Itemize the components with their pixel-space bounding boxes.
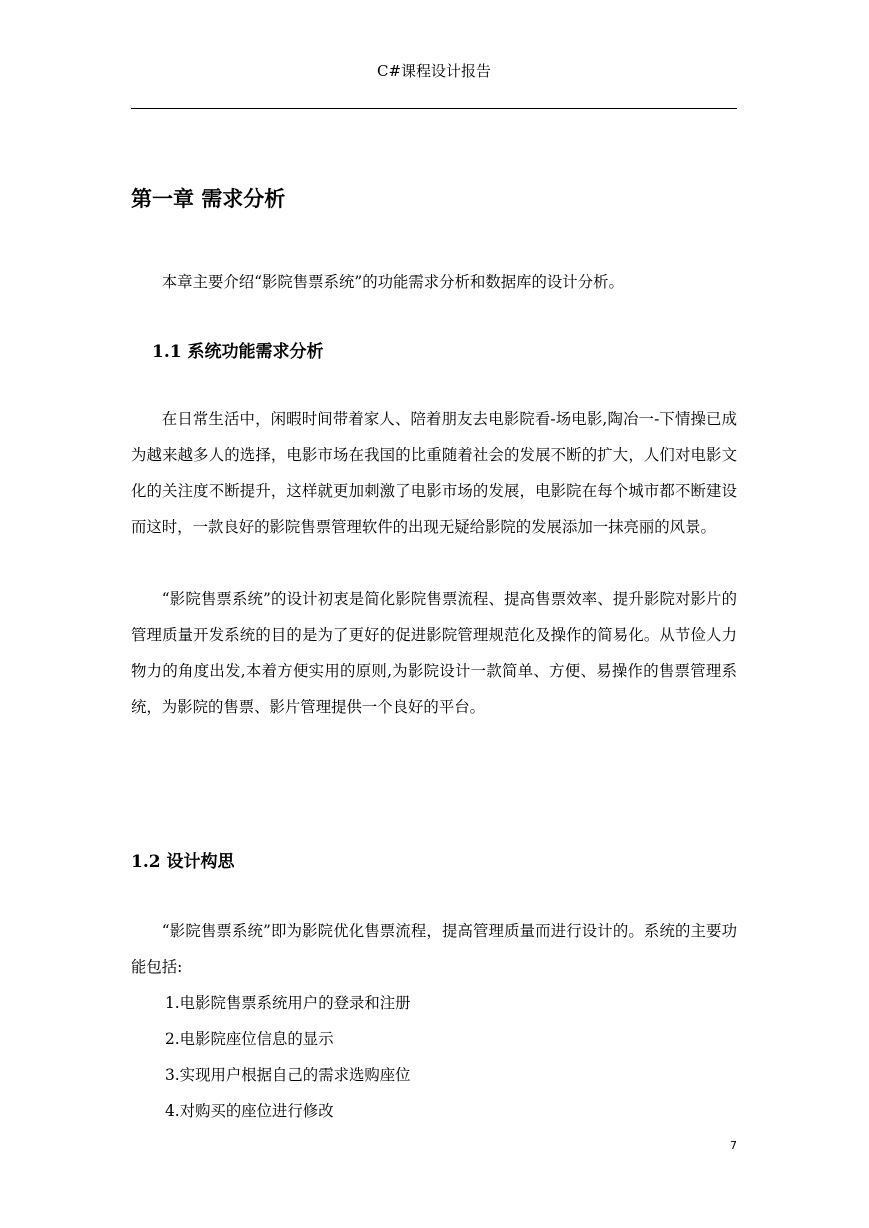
- feature-list-item: 4.对购买的座位进行修改: [165, 1102, 334, 1120]
- feature-list-item: 3.实现用户根据自己的需求选购座位: [165, 1066, 411, 1084]
- feature-list-item: 1.电影院售票系统用户的登录和注册: [165, 994, 411, 1012]
- chapter-title: 第一章 需求分析: [131, 186, 286, 211]
- page-number: 7: [730, 1139, 737, 1152]
- section-1-1-heading: 1.1 系统功能需求分析: [152, 342, 324, 362]
- section-1-2-heading: 1.2 设计构思: [131, 852, 235, 872]
- feature-list-item: 2.电影院座位信息的显示: [165, 1030, 334, 1048]
- section-1-2-intro: “影院售票系统”即为影院优化售票流程，提高管理质量而进行设计的。系统的主要功能包括:: [131, 922, 737, 976]
- section-1-1-paragraph: 在日常生活中，闲暇时间带着家人、陪着朋友去电影院看-场电影,陶冶一-下情操已成为越来越多人的选择，电影市场在我国的比重随着社会的发展不断的扩大，人们对电影文化的关注度不断提升，这样就更加刺激了电影市场的发展，电影院在每个城市都不断建设而这时，一款良好的影院售票管理软件的出现无疑给影院的发展添加一抹亮丽的风景。: [131, 410, 737, 536]
- header-rule: [131, 108, 737, 109]
- chapter-intro: 本章主要介绍“影院售票系统”的功能需求分析和数据库的设计分析。: [161, 273, 624, 291]
- running-header: C#课程设计报告: [376, 62, 492, 80]
- section-1-1-paragraph: “影院售票系统”的设计初衷是简化影院售票流程、提高售票效率、提升影院对影片的管理质量开发系统的目的是为了更好的促进影院管理规范化及操作的简易化。从节俭人力物力的角度出发,本着方便实用的原则,为影院设计一款简单、方便、易操作的售票管理系统，为影院的售票、影片管理提供一个良好的平台。: [131, 590, 737, 716]
